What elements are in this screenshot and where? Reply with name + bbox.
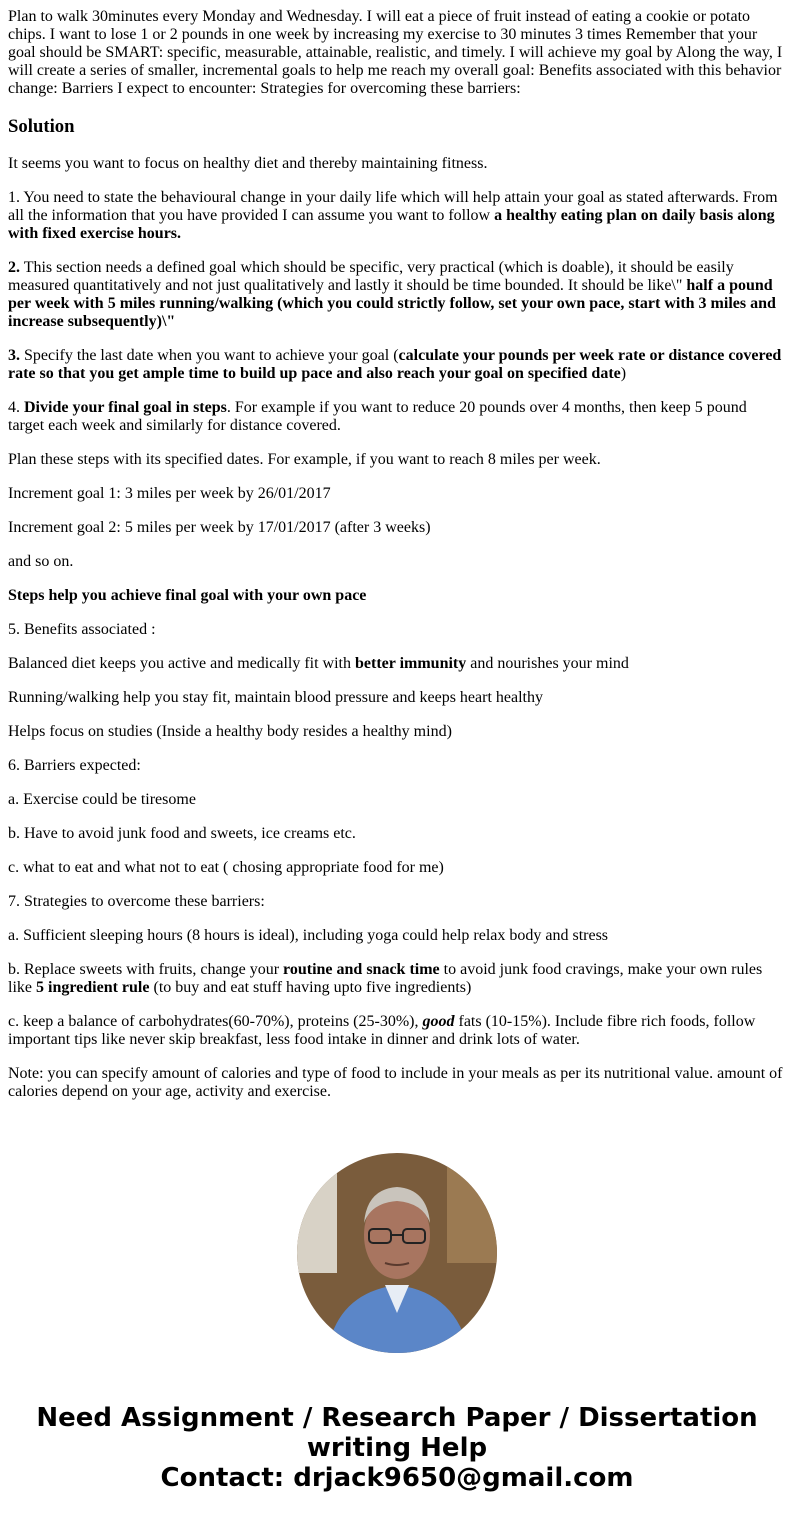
strategy-b — [8, 961, 786, 997]
benefits-heading: 5. Benefits associated : — [8, 621, 156, 638]
barrier-b: b. Have to avoid junk food and sweets, ice creams etc. — [8, 825, 356, 842]
barriers-heading: 6. Barriers expected: — [8, 757, 141, 774]
document-body — [8, 8, 786, 1117]
author-portrait — [297, 1153, 497, 1353]
barrier-c: c. what to eat and what not to eat ( chosing appropriate food for me) — [8, 859, 444, 876]
point-3-number: 3. — [8, 347, 20, 364]
strategy-c-italic: good — [422, 1013, 455, 1030]
author-avatar — [297, 1153, 497, 1353]
point-3-text: Specify the last date when you want to achieve your goal ( — [20, 347, 399, 364]
footer-line-1: Need Assignment / Research Paper / Dissertation — [36, 1403, 758, 1433]
point-2-text: This section needs a defined goal which should be specific, very practical (which is doable), it should be easily measured quantitatively and not just qualitatively and lastly it should be time bounded. It should be like\" — [8, 259, 734, 294]
portrait-wall-right — [447, 1153, 497, 1263]
benefit-1-end: and nourishes your mind — [466, 655, 629, 672]
strategy-c-text: c. keep a balance of carbohydrates(60-70%), proteins (25-30%), — [8, 1013, 423, 1030]
strategy-b-mid: to avoid junk food cravings, make your own rules like — [8, 961, 763, 996]
point-4-bold: Divide your final goal in steps — [24, 399, 227, 416]
point-4-number: 4. — [8, 399, 24, 416]
plan-steps: Plan these steps with its specified dates. For example, if you want to reach 8 miles per week. — [8, 451, 601, 468]
increment-goal-1: Increment goal 1: 3 miles per week by 26/01/2017 — [8, 485, 331, 502]
strategy-c-bold-italic — [423, 1013, 455, 1030]
steps-help — [8, 587, 786, 605]
point-1-text: 1. You need to state the behavioural change in your daily life which will help attain your goal as stated afterwards. From all the information that you have provided I can assume you want to follow — [8, 189, 778, 224]
point-2 — [8, 259, 786, 331]
point-3-end: ) — [620, 365, 627, 382]
strategies-heading: 7. Strategies to overcome these barriers: — [8, 893, 265, 910]
strategy-b-text: b. Replace sweets with fruits, change your — [8, 961, 284, 978]
benefit-1-text: Balanced diet keeps you active and medically fit with — [8, 655, 355, 672]
point-2-number: 2. — [8, 259, 20, 276]
point-4 — [8, 399, 786, 435]
benefit-2: Running/walking help you stay fit, maintain blood pressure and keeps heart healthy — [8, 689, 543, 706]
benefit-1-bold: better immunity — [355, 655, 467, 672]
and-so-on: and so on. — [8, 553, 74, 570]
point-4-text: . For example if you want to reduce 20 pounds over 4 months, then keep 5 pound target each week and similarly for distance covered. — [8, 399, 747, 434]
footer-contact — [0, 1403, 794, 1493]
point-3 — [8, 347, 786, 383]
solution-heading: Solution — [8, 116, 75, 137]
benefit-3: Helps focus on studies (Inside a healthy body resides a healthy mind) — [8, 723, 452, 740]
increment-goal-2: Increment goal 2: 5 miles per week by 17/01/2017 (after 3 weeks) — [8, 519, 431, 536]
strategy-a: a. Sufficient sleeping hours (8 hours is ideal), including yoga could help relax body and stress — [8, 927, 609, 944]
barrier-a: a. Exercise could be tiresome — [8, 791, 196, 808]
steps-help-bold: Steps help you achieve final goal with your own pace — [8, 587, 367, 604]
point-2-bold: half a pound per week with 5 miles running/walking (which you could strictly follow, set your own pace, start with 3 miles and increase subsequently)\" — [8, 277, 776, 330]
note: Note: you can specify amount of calories and type of food to include in your meals as per its nutritional value. amount of calories depend on your age, activity and exercise. — [8, 1065, 783, 1100]
benefit-1 — [8, 655, 786, 673]
footer-line-2: writing Help — [306, 1433, 488, 1463]
strategy-c-end: fats (10-15%). Include fibre rich foods, follow important tips like never skip breakfast, less food intake in dinner and drink lots of water. — [8, 1013, 756, 1048]
strategy-b-end: (to buy and eat stuff having upto five ingredients) — [149, 979, 472, 996]
footer-line-3: Contact: drjack9650@gmail.com — [160, 1463, 634, 1493]
strategy-b-bold-1: routine and snack time — [283, 961, 440, 978]
intro-paragraph: It seems you want to focus on healthy diet and thereby maintaining fitness. — [8, 155, 488, 172]
point-3-bold: calculate your pounds per week rate or distance covered rate so that you get ample time to build up pace and also reach your goal on specified date — [8, 347, 782, 382]
point-1-bold: a healthy eating plan on daily basis along with fixed exercise hours. — [8, 207, 775, 242]
question-text: Plan to walk 30minutes every Monday and Wednesday. I will eat a piece of fruit instead of eating a cookie or potato chips. I want to lose 1 or 2 pounds in one week by increasing my exercise to 30 minutes 3 times Remember that your goal should be SMART: specific, measurable, attainable, realistic, and timely. I will achieve my goal by Along the way, I will create a series of smaller, incremental goals to help me reach my overall goal: Benefits associated with this behavior change: Barriers I expect to encounter: Strategies for overcoming these barriers: — [8, 8, 783, 97]
point-1 — [8, 189, 786, 243]
strategy-c — [8, 1013, 786, 1049]
strategy-b-bold-2: 5 ingredient rule — [36, 979, 150, 996]
portrait-wall-left — [297, 1153, 337, 1273]
